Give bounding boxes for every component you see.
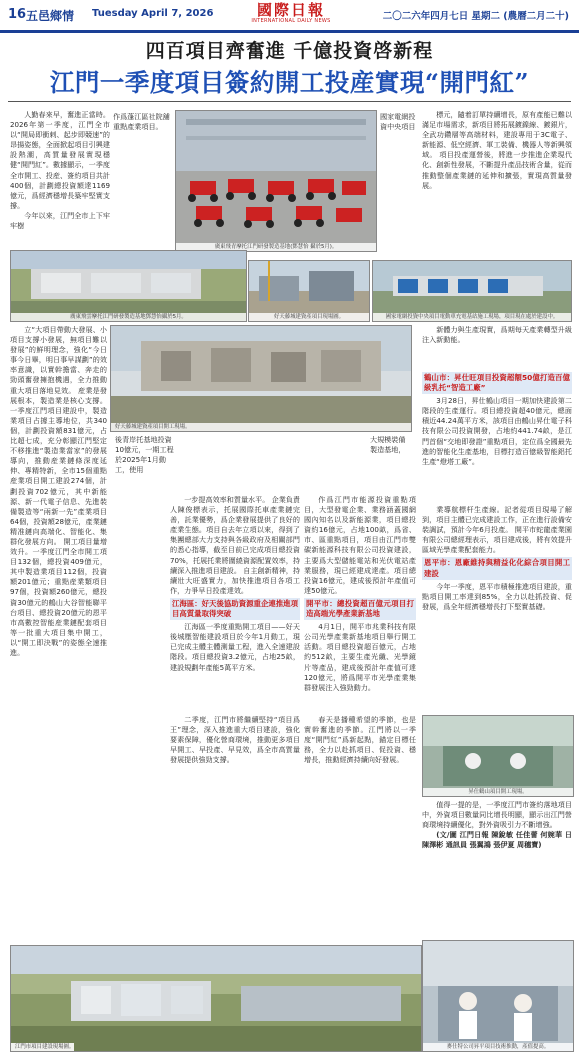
article-subhead: 四百項目齊奮進 千億投資啓新程 (145, 40, 434, 62)
logo-chinese: 國際日報 (256, 1, 325, 19)
photo-factory-aerial (10, 250, 247, 322)
section-heading: 鶴山市：昇仕旺項目投資超額50億打造百億級乳托“智造工廠” (422, 372, 572, 394)
headline-divider (8, 101, 571, 102)
photo-graphic (423, 941, 573, 1051)
article-paragraph: 作爲蓬江區社院舖重點產業項目。 (113, 112, 170, 132)
section-heading: 恩平市：恩廠維持與精益化化綜合項目開工建設 (422, 557, 572, 579)
article-paragraph: 新體力與生產現實，爲期每天產業轉型升級注入新動能。 (422, 325, 572, 345)
article-paragraph: 值得一提的是，一季度江門市簽約落地項目中，外資項目數量同比增長明顯，顯示出江門營商環境持續優化，對外資吸引力不斷增強。 (422, 800, 572, 830)
photo-graphic (373, 261, 571, 321)
article-paragraph: 4月1日，開平市兆業科技有限公司光學產業新基地項目舉行開工活動。項目總投資超百億元，占地約512畝，主要生產光纖、光學鏡片等產品，建成後預計年產值可達120億元，將爲開平市光學產業集群發展注入強勁動力。 (304, 622, 416, 692)
photo-graphic (111, 326, 411, 431)
photo-building-site (110, 325, 412, 432)
photo-graphic (249, 261, 369, 321)
article-headline: 江門一季度項目簽約開工投産實現“開門紅” (49, 68, 530, 97)
article-paragraph: 今年以來，江門全市上下牢牢樹 (10, 210, 110, 231)
logo-english: INTERNATIONAL DAILY NEWS (251, 18, 331, 24)
photo-caption: 麥仕特公司昇平項目技術推動，產值提高。 (423, 1043, 573, 1051)
article-paragraph: 一步提高效率和質量水平。 企業負責人陳俊標表示，托展國際托車產業鏈完善，託業優勢，爲企業發展提供了良好的產業生態。項目自去年立項以來，得到了集團總部大力支持與各級政府及相關部門的悉心指導，截至目前已完成項目總投資70%，托展托業將圍繞資源配置效率，持續深入推進項目建設。 自主創新精神，持續壯大旺盛實力，加快推進項目各項工作，力爭早日投產達效。 (170, 495, 300, 595)
article-paragraph: 立“大項目帶動大發展、小項目支撐小發展，無項目難以發展”的鮮明理念，強化“今日事今日畢，明日事早謀劃”的效率意識，以實幹擔當、奔走的勁頭奮發擁抱機遇，全力推動重大項目落地見效。 産業是發展根本，製造業是核心支撐。一季度江門項目建設中，製造業項目占據主導地位，共340個，計劃投資額831億元，占比超七成，充分彰顯江門堅定不移推進“製造業當家”的發展導向，推動産業鏈條深度延伸、專精特新，全市15個重點産業項目開工建設274個，計劃投資702億元，其中新能源、新一代電子信息、先進裝備製造等“兩新一先”產業項目64個，投資額28億元，產業鏈精准鏈向高端化、智能化、集群化發展方向。 開工項目量增效升。一季度江門全市開工項目132個，總投資409億元，其中製造業項目112個，投資額201億元；重點産業類項目97個，投資額260億元，總投資30億元的鶴山大谷智能聯平台項目、總投資20億元的恩平市高數控智能産業鏈配套項目等一批重大項目集中開工，以“開工即決戰”的姿態全速推進。 (10, 325, 107, 657)
article-paragraph: 人勤春來早，奮進正當時。2026年第一季度，江門全市以“開局即衝刺、起步即競速”的昂揚姿態，全面掀起項目引興建設熱潮，高質量發展實現穩健“開門紅”。數據顯示，一季度全市開工、投産、簽約項目共計400個，計劃總投資額達1169億元，爲經濟穩增長築牢堅實支撐。 (10, 110, 110, 210)
newspaper-logo (240, 2, 342, 26)
article-column-bottom-3 (170, 715, 300, 930)
heshan-section (422, 370, 572, 500)
article-paragraph: 國家電網投資中央項目 (380, 112, 416, 132)
photo-graphic (11, 946, 421, 1051)
photo-lab-workers (422, 715, 574, 797)
photo-caption: 昇仕鶴山項目開工現場。 (423, 788, 573, 796)
photo-caption: 好天藤城建資產項目開工現場。 (111, 423, 411, 431)
photo-caption: 江門市項目建設現場圖。 (11, 1043, 74, 1051)
photo-graphic (423, 716, 573, 796)
article-paragraph: 今年一季度，恩平市積極推進項目建設，重點項目開工率達到85%，全力以赴抓投資、促發展，爲全年經濟穩增長打下堅實基礎。 (422, 581, 572, 611)
photo-lab-team (422, 940, 574, 1052)
photo-construction-site (248, 260, 370, 322)
article-paragraph: 業導航標杆生產線。記者從項目現場了解到，項目主體已完成建設工作，正在進行設備安裝調試，預計今年6月投產。 開平市蛇龍產業園有限公司總經理表示，項目建成後，將有效提升區域光學產業配套能力。 (422, 505, 572, 555)
article-column-3-narrow (380, 112, 418, 272)
article-column-bottom-5 (422, 800, 572, 935)
article-column-lower-1 (10, 325, 107, 745)
photo-graphic (11, 251, 246, 321)
article-paragraph: 春天是播種希望的季節，也是實幹奮進的季節。江門將以一季度“開門紅”爲新起點，錨定目標任務，全力以赴抓項目、促投資、穩增長，推動經濟持續向好發展。 (304, 715, 416, 765)
article-column-mid-5 (422, 505, 572, 710)
photo-motorcycle-plant (175, 110, 377, 252)
article-paragraph: 作爲江門市能源投資重點項目，大型發電企業、業務涵蓋國網國內知名以及新能源業，項目總投資約16億元，占地100畝，爲省、市、區重點項目，項目由江門市雙碳新能源科技有限公司投資建設，主要爲大型儲能電站和光伏電站產業服務，現已經建成達產。項目總投資16億元，建成後預計年產值可達50億元。 (304, 495, 416, 595)
article-column-narrow-lower-2 (370, 435, 410, 490)
section-heading: 江海區：好天後協助資源重企連推進項目高質量取得突破 (170, 598, 300, 620)
photo-caption: 好天藤城建資產項目現場圖。 (249, 313, 369, 321)
article-paragraph: 大規模裝備製造基地， (370, 435, 406, 455)
masthead (0, 0, 579, 33)
photo-graphic (176, 111, 376, 251)
article-column-bottom-4 (304, 715, 416, 930)
section-name: 五邑鄉情 (26, 9, 75, 23)
article-column-mid-3 (170, 495, 300, 710)
photo-caption: 國家電網投資中央項目電動車充電基站施工現場，項目現在處於建設中。 (373, 313, 571, 321)
photo-caption: 廣東飛雲摩托江門研發製造基地鄧慧怡攝於5月。 (11, 313, 246, 321)
author-line: (文/圖 江門日報 陳銳敏 任佳蕾 何婉華 日 陳澤彬 通訊員 張翼鴻 張伊夏 周穗寶) (422, 830, 572, 850)
photo-caption: 廣東飛青摩托江門研發製造基地(鄧慧怡 攝於5月)。 (176, 243, 376, 251)
article-paragraph: 二季度，江門市將繼續堅持“項目爲王”理念，深入推進重大項目建設，強化要素保障，優化營商環境，推動更多項目早開工、早投產、早見效，爲全市高質量發展提供強勁支撐。 (170, 715, 300, 765)
article-paragraph: 標元，隨着訂單持續增長，原有產能已難以滿足市場需求，新項目將拓展鍍鎳線、鍍銀片，全武功鑽層等高端材料，建設專用于3C電子、新能源、低空經濟、軍工裝備、機器人等新興領域。 項目投產運營後，將進一步推進企業現代化、創新性發展，不斷提升產品技術含量，從而推動整個產業鏈的延伸和擴張，實現高質量發展。 (422, 110, 572, 190)
article-paragraph: 3月28日，昇仕鶴山項目一期加快建設第二階段的生產運行。項目總投資超40億元，總面積近44.24萬平方米，該項目由鶴山昇仕電子科技有限公司投資開發，占地約441.74畝，是江門首個“交地即發證”重點項目，定位爲全國最先進的智能化生產基地，目標打造百億級智能鋁托生產“燈塔工廠”。 (422, 396, 572, 466)
article-column-lower-5-top (422, 325, 572, 375)
article-column-2-narrow (113, 112, 171, 272)
date-english: Tuesday April 7, 2026 (92, 8, 214, 19)
article-column-narrow-lower (115, 435, 175, 495)
article-paragraph: 後青岸托基地投資10億元，一期工程於2025年1月動工，使用 (115, 435, 174, 475)
photo-aerial-city (10, 945, 422, 1052)
section-heading: 開平市：總投資超百億元項目打造高端光學產業新基地 (304, 598, 416, 620)
photo-power-grid (372, 260, 572, 322)
article-paragraph: 江海區一季度重點開工項目——好天後城壓智能建設項目於今年1月動工，現已完成主體主體測量工程，進入全速建設階段。項目總投資3.2億元，占地25畝，建設規劃年產能5萬平方米。 (170, 622, 300, 672)
page-number: 16 (8, 7, 27, 22)
date-chinese: 二〇二六年四月七日 星期二 (農曆二月二十) (382, 11, 569, 22)
article-column-mid-4 (304, 495, 416, 710)
